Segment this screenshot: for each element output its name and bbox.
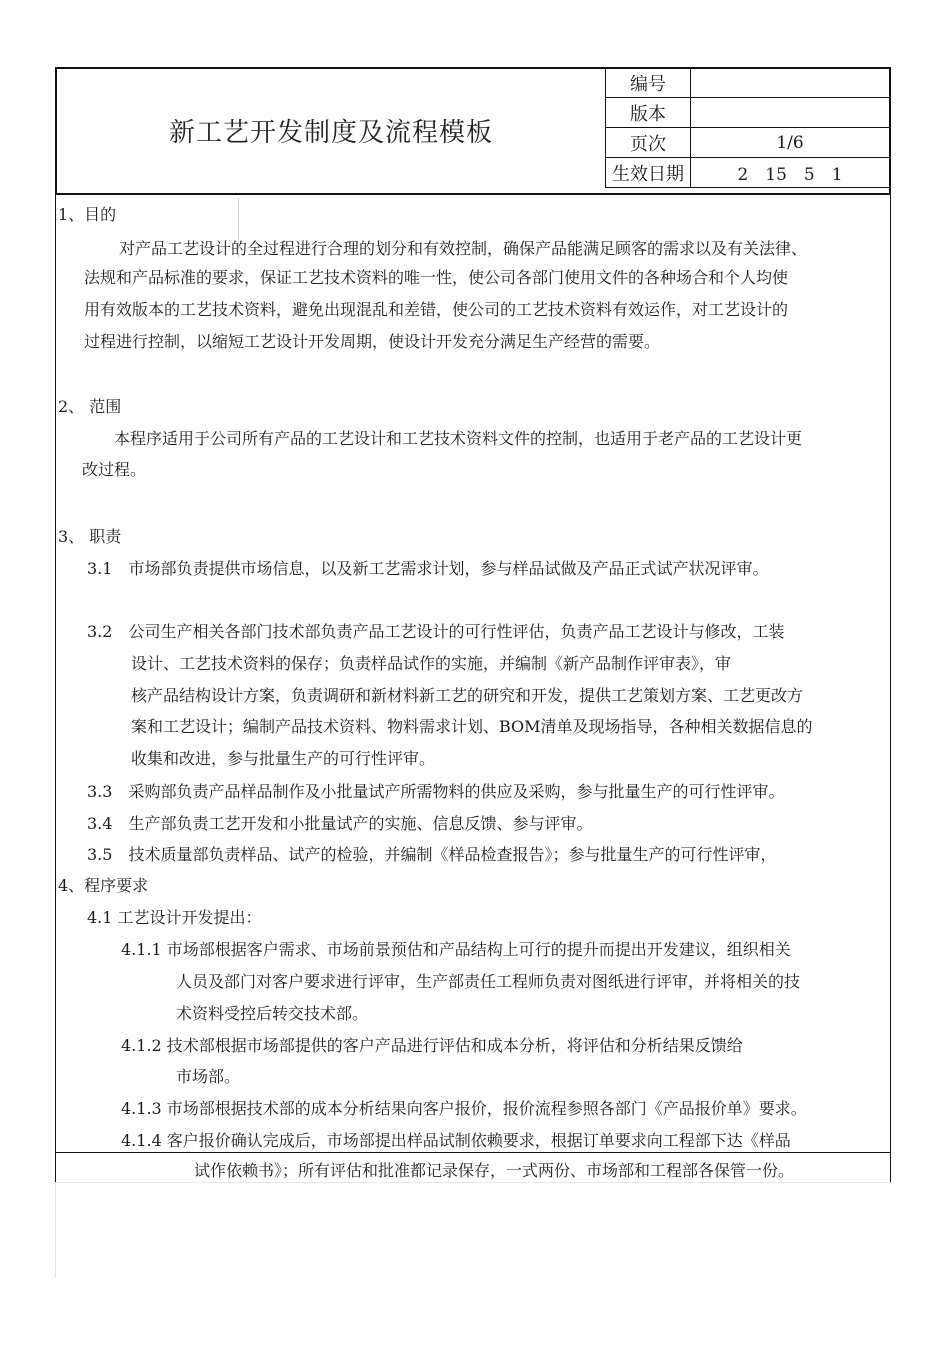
paragraph-line: 人员及部门对客户要求进行评审，生产部责任工程师负责对图纸进行评审，并将相关的技	[176, 972, 801, 991]
paragraph-line: 本程序适用于公司所有产品的工艺设计和工艺技术资料文件的控制，也适用于老产品的工艺设计更	[114, 429, 803, 448]
section-heading-procedure: 4、程序要求	[58, 876, 149, 895]
clause-3-4: 3.4 生产部负责工艺开发和小批量试产的实施、信息反馈、参与评审。	[87, 814, 593, 833]
document-meta-table	[605, 67, 890, 188]
meta-value	[691, 98, 890, 128]
meta-value: 2 15 5 1	[691, 158, 890, 188]
meta-label: 版本	[606, 98, 691, 128]
faint-rule	[55, 1182, 891, 1183]
paragraph-line: 术资料受控后转交技术部。	[176, 1004, 369, 1023]
clause-4-1: 4.1 工艺设计开发提出：	[87, 908, 262, 927]
meta-row-version	[606, 98, 890, 128]
clause-4-1-2: 4.1.2 技术部根据市场部提供的客户产品进行评估和成本分析，将评估和分析结果反馈给	[121, 1036, 743, 1055]
clause-3-1: 3.1 市场部负责提供市场信息，以及新工艺需求计划，参与样品试做及产品正式试产状况评审。	[87, 559, 769, 578]
faint-rule	[55, 1182, 56, 1278]
body-divider	[55, 1152, 891, 1153]
paragraph-line: 设计、工艺技术资料的保存；负责样品试作的实施，并编制《新产品制作评审表》，审	[131, 654, 732, 673]
paragraph-line: 用有效版本的工艺技术资料，避免出现混乱和差错，使公司的工艺技术资料有效运作，对工艺设计的	[84, 300, 789, 319]
clause-3-2: 3.2 公司生产相关各部门技术部负责产品工艺设计的可行性评估，负责产品工艺设计与修改，工装	[87, 622, 785, 641]
clause-3-3: 3.3 采购部负责产品样品制作及小批量试产所需物料的供应及采购，参与批量生产的可行性评审。	[87, 782, 785, 801]
meta-label: 生效日期	[606, 158, 691, 188]
document-title: 新工艺开发制度及流程模板	[168, 117, 493, 148]
section-heading-responsibilities: 3、 职责	[58, 527, 122, 546]
paragraph-line: 过程进行控制，以缩短工艺设计开发周期，使设计开发充分满足生产经营的需要。	[84, 332, 661, 351]
paragraph-line: 市场部。	[176, 1067, 241, 1086]
clause-4-1-4: 4.1.4 客户报价确认完成后，市场部提出样品试制依赖要求，根据订单要求向工程部下达《样品	[121, 1131, 791, 1150]
meta-row-effective-date	[606, 158, 890, 188]
section-heading-scope: 2、 范围	[58, 397, 122, 416]
meta-row-page	[606, 128, 890, 158]
paragraph-line: 核产品结构设计方案，负责调研和新材料新工艺的研究和开发，提供工艺策划方案、工艺更改方	[131, 686, 804, 705]
paragraph-line: 收集和改进，参与批量生产的可行性评审。	[131, 749, 436, 768]
meta-row-number	[606, 68, 890, 98]
clause-4-1-1: 4.1.1 市场部根据客户需求、市场前景预估和产品结构上可行的提升而提出开发建议，组织相关	[121, 940, 791, 959]
clause-4-1-3: 4.1.3 市场部根据技术部的成本分析结果向客户报价，报价流程参照各部门《产品报价单》要求。	[121, 1099, 807, 1118]
meta-value	[691, 68, 890, 98]
paragraph-line: 法规和产品标准的要求，保证工艺技术资料的唯一性，使公司各部门使用文件的各种场合和个人均使	[84, 268, 789, 287]
section-heading-purpose: 1、目的	[58, 205, 117, 224]
meta-label: 页次	[606, 128, 691, 158]
paragraph-line: 改过程。	[82, 460, 147, 479]
paragraph-line: 对产品工艺设计的全过程进行合理的划分和有效控制，确保产品能满足顾客的需求以及有关法律、	[119, 239, 808, 258]
meta-value: 1/6	[691, 128, 890, 158]
clause-3-5: 3.5 技术质量部负责样品、试产的检验，并编制《样品检查报告》；参与批量生产的可行性评审，	[87, 845, 777, 864]
paragraph-line: 案和工艺设计；编制产品技术资料、物料需求计划、BOM清单及现场指导，各种相关数据信息的	[131, 717, 813, 736]
paragraph-line: 试作依赖书》；所有评估和批准都记录保存，一式两份、市场部和工程部各保管一份。	[194, 1161, 795, 1180]
meta-label: 编号	[606, 68, 691, 98]
